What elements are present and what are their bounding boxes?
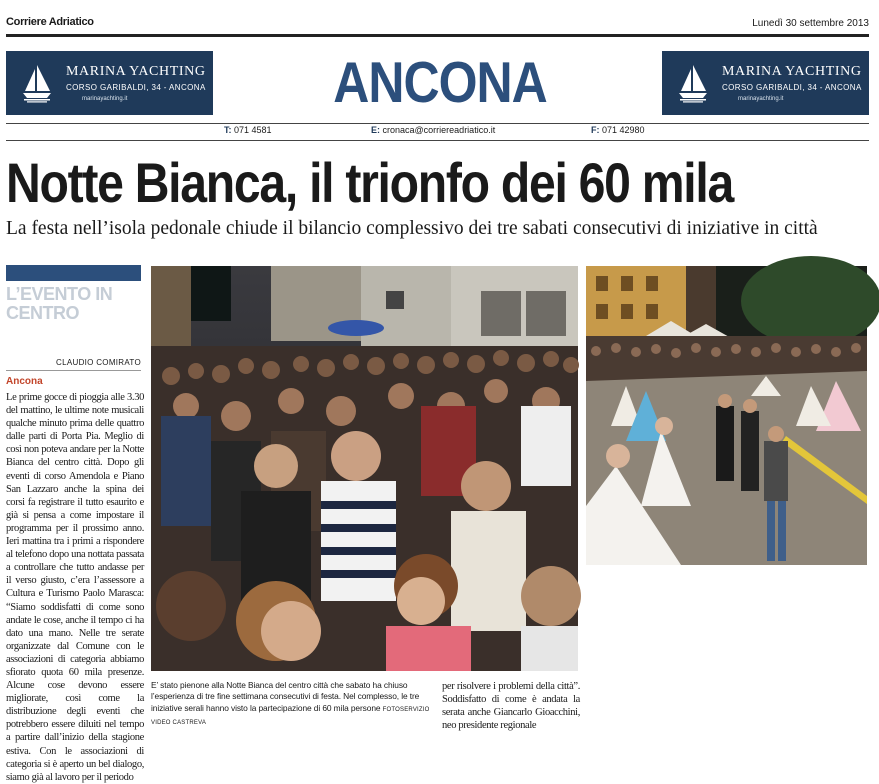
- dateline: Ancona: [6, 376, 43, 387]
- contact-rule-top: [6, 123, 869, 124]
- ad-brand: MARINA YACHTING: [66, 64, 206, 79]
- issue-date: Lunedì 30 settembre 2013: [752, 18, 869, 29]
- section-title: ANCONA: [333, 50, 547, 115]
- article-body: Le prime gocce di pioggia alle 3.30 del mattino, le ultime note musicali qualche minuto prima delle quattro dalle parti di Porta Pia. Meglio di così non poteva andare per la Notte Bianca del centro città. Dopo gli eventi di corso Amendola e Piano San Lazzaro anche la spina dei corsi fa registrare il tutto esaurito e già si pensa a come impostare il programma per il prossimo anno. Ieri mattina tra i primi a rispondere al telefono dopo una nottata passata a controllare che tutto andasse per il verso giusto, c’era l’assessore a Cultura e Turismo Paolo Marasca: “Siamo soddisfatti di come sono andate le cose, anche il tempo ci ha dato una mano. Nelle tre serate organizzate dal Comune con le associazioni di categoria abbiamo sfiorato quota 60 mila presenze. Alcune cose devono essere migliorate, così come la distribuzione degli eventi che potrebbero essere diluiti nel tempo a partire dall’inizio della stagione estiva. Con le associazioni di categoria si è aperto un bel dialogo, siamo già al lavoro per il periodo: [6, 392, 144, 783]
- masthead: [6, 14, 869, 36]
- article-body-continued: per risolvere i problemi della città”. Soddisfatto di come è andata la serata anche Giancarlo Gioacchini, neo presidente regionale: [442, 681, 580, 732]
- ad-banner-right[interactable]: [662, 51, 869, 115]
- ad-url: marinayachting.it: [738, 96, 784, 102]
- ad-address: CORSO GARIBALDI, 34 - ANCONA: [722, 83, 862, 92]
- sailboat-icon: [676, 63, 710, 103]
- phone-contact: T: 071 4581: [224, 125, 272, 135]
- sailboat-icon: [20, 63, 54, 103]
- ad-address: CORSO GARIBALDI, 34 - ANCONA: [66, 83, 206, 92]
- masthead-rule: [6, 34, 869, 37]
- ad-brand: MARINA YACHTING: [722, 64, 862, 79]
- ad-url: marinayachting.it: [82, 96, 128, 102]
- photo-caption: E’ stato pienone alla Notte Bianca del centro città che sabato ha chiuso l’esperienza di tre fine settimana consecutivi di festa. Nel complesso, le tre iniziative serali hanno visto la partecipazione di 60 mila persone FOTOSERVIZIO VIDEO CASTREVA: [151, 680, 430, 726]
- ad-banner-left[interactable]: [6, 51, 213, 115]
- photo-credit: FOTOSERVIZIO VIDEO CASTREVA: [151, 706, 430, 726]
- crowd-photo: [151, 266, 578, 671]
- section-tag: L’EVENTO IN CENTRO: [6, 284, 113, 323]
- dancers-photo: [586, 266, 867, 565]
- fax-contact: F: 071 42980: [591, 125, 645, 135]
- byline: CLAUDIO COMIRATO: [6, 358, 141, 371]
- contact-bar: [6, 125, 869, 139]
- article-subhead: La festa nell’isola pedonale chiude il bilancio complessivo dei tre sabati consecutivi di iniziative in città: [6, 218, 818, 239]
- article-headline: Notte Bianca, il trionfo dei 60 mila: [6, 151, 733, 214]
- paper-name: Corriere Adriatico: [6, 16, 94, 28]
- contact-rule-bottom: [6, 140, 869, 141]
- tag-bar: [6, 265, 141, 281]
- email-contact[interactable]: E: cronaca@corriereadriatico.it: [371, 125, 496, 135]
